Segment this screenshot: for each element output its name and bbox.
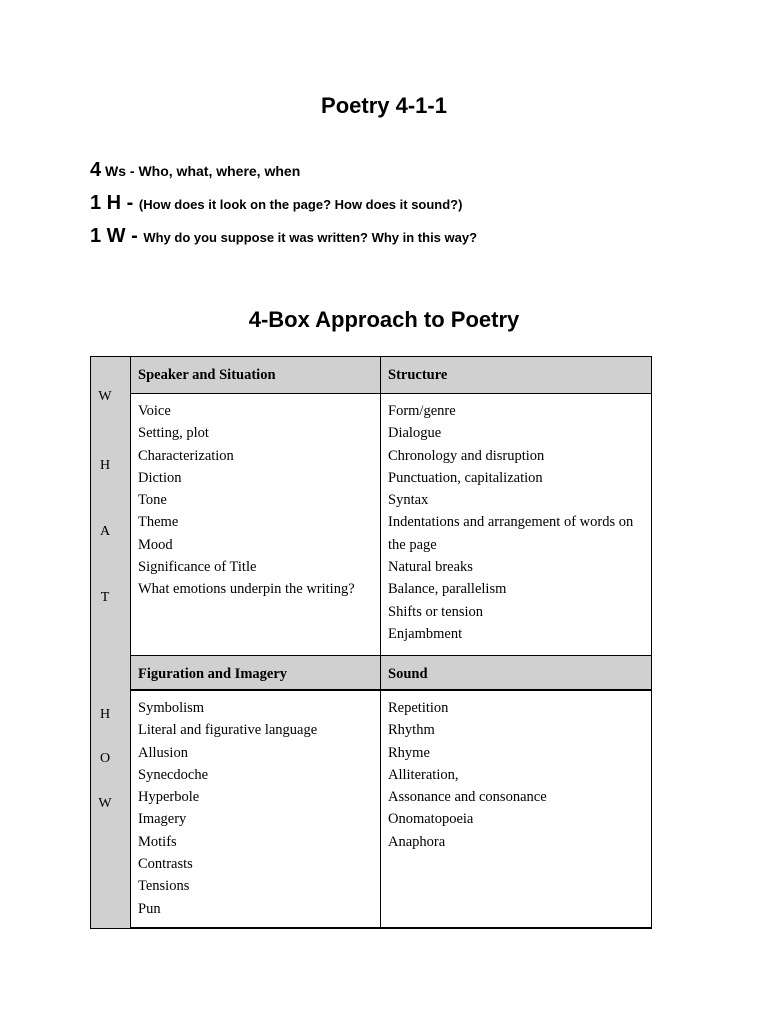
list-item: Assonance and consonance [388,789,547,806]
four-ws-text: Ws - Who, what, where, when [101,163,301,179]
list-item: Anaphora [388,833,446,850]
list-item: Symbolism [138,700,205,716]
list-item: Rhythm [388,722,435,739]
side-letter: H [99,458,111,473]
four-ws-lead: 4 [90,159,102,181]
list-item: Alliteration, [388,766,459,783]
list-item: Synecdoche [138,766,209,783]
side-letter: H [99,707,111,722]
list-item: What emotions underpin the writing? [138,581,355,598]
list-item: Punctuation, capitalization [388,469,543,486]
list-item: Dialogue [388,425,442,442]
list-item: Form/genre [388,403,456,419]
list-item: Contrasts [138,856,193,873]
list-item: Repetition [388,700,449,716]
list-item: Hyperbole [138,789,200,806]
list-item: Motifs [138,833,177,850]
list-item: Theme [138,514,179,531]
list-item: Characterization [138,447,234,464]
figuration-header: Figuration and Imagery [130,655,380,691]
sound-cell [380,691,652,929]
list-item: Rhyme [388,744,430,761]
list-item: Tensions [138,878,190,895]
list-item: Enjambment [388,625,463,642]
structure-cell [380,394,652,655]
four-box-table [90,356,652,929]
one-h-lead: 1 H - [90,192,139,214]
list-item: Literal and figurative language [138,722,318,739]
speaker-cell [130,394,380,655]
section-heading: 4-Box Approach to Poetry [248,307,520,332]
structure-header: Structure [380,356,652,394]
side-label-what [90,356,131,656]
list-item: Diction [138,469,182,486]
one-w-lead: 1 W - [90,225,144,247]
side-letter: A [99,524,111,539]
list-item: Onomatopoeia [388,811,474,828]
one-h-line [90,192,462,215]
side-letter: W [98,389,112,404]
sound-header: Sound [380,655,652,691]
one-h-text: (How does it look on the page? How does it sound?) [138,197,463,212]
list-item: Significance of Title [138,559,257,576]
list-item: Indentations and arrangement of words on the page [388,514,634,553]
list-item: Balance, parallelism [388,581,507,598]
side-letter: T [100,590,110,605]
list-item: Voice [138,403,171,419]
side-letter: O [99,751,111,766]
figuration-cell [130,691,380,929]
list-item: Tone [138,492,167,509]
list-item: Syntax [388,492,429,509]
one-w-line [90,225,477,248]
page-title: Poetry 4-1-1 [321,93,447,118]
list-item: Pun [138,900,161,917]
four-ws-line [90,159,300,182]
speaker-header: Speaker and Situation [130,356,380,394]
side-letter: W [98,796,112,811]
list-item: Setting, plot [138,425,209,442]
list-item: Shifts or tension [388,603,484,620]
list-item: Imagery [138,811,187,828]
one-w-text: Why do you suppose it was written? Why in this way? [143,230,478,245]
list-item: Allusion [138,744,188,761]
side-label-how [90,655,131,929]
list-item: Chronology and disruption [388,447,545,464]
list-item: Natural breaks [388,559,473,576]
list-item: Mood [138,536,173,553]
